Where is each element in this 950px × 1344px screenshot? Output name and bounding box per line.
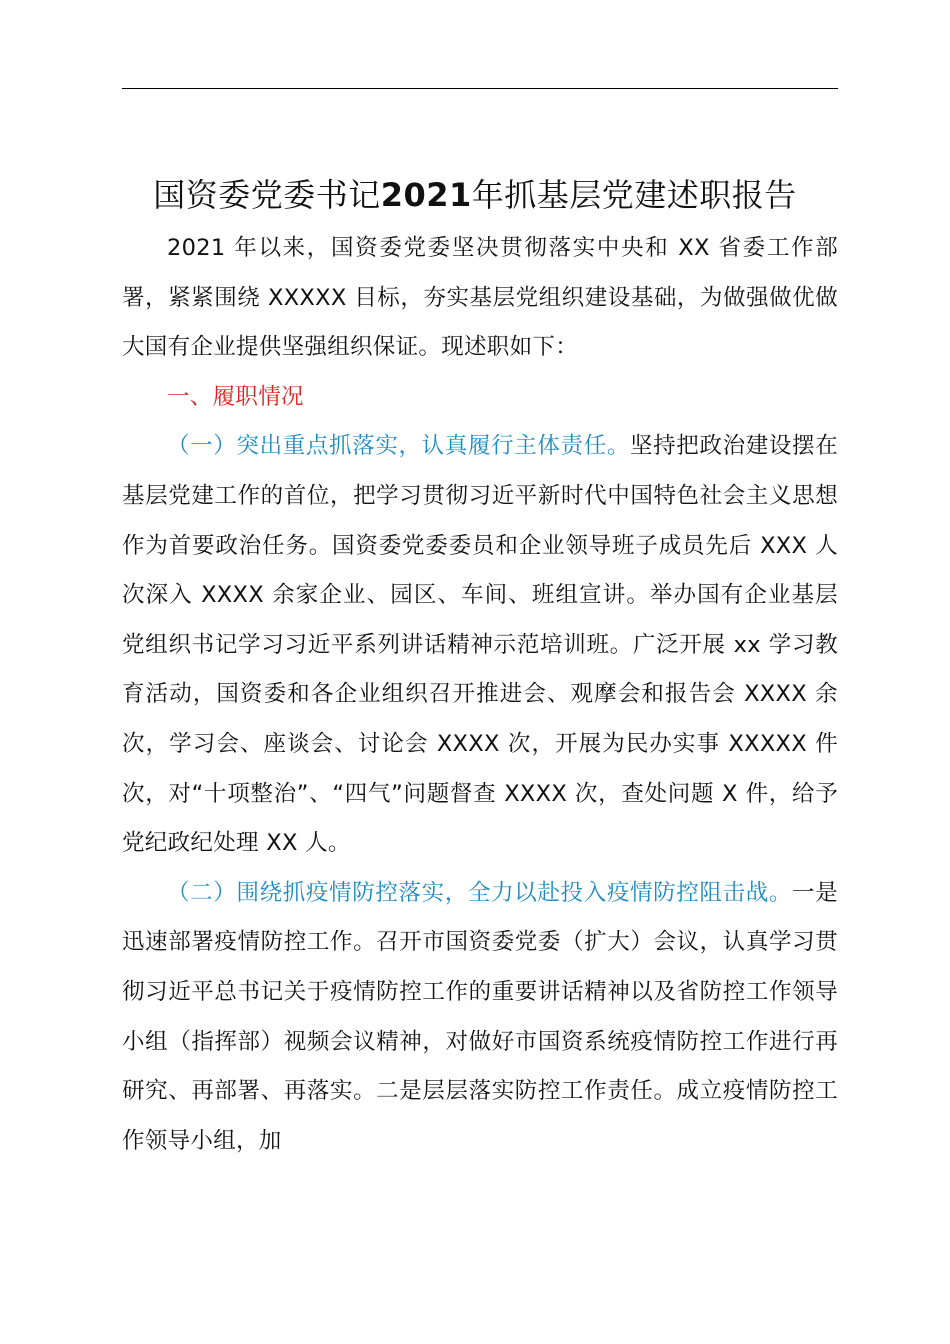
subsection-2-paragraph xyxy=(122,869,838,1167)
subsection-2-heading: （二）围绕抓疫情防控落实，全力以赴投入疫情防控阻击战。 xyxy=(167,879,793,906)
title-suffix: 年抓基层党建述职报告 xyxy=(471,176,797,215)
subsection-1-body: 坚持把政治建设摆在基层党建工作的首位，把学习贯彻习近平新时代中国特色社会主义思想作为首要政治任务。国资委党委委员和企业领导班子成员先后 XXX 人次深入 XXXX 余家企业、园区、车间、班组宣讲。举办国有企业基层党组织书记学习习近平系列讲话精神示范培训班。广泛开展 xx 学习教育活动，国资委和各企业组织召开推进会、观摩会和报告会 XXXX 余次，学习会、座谈会、讨论会 XXXX 次，开展为民办实事 XXXXX 件次，对“十项整治”、“四气”问题督查 XXXX 次，查处问题 X 件，给予党纪政纪处理 XX 人。 xyxy=(122,433,838,857)
title-year: 2021 xyxy=(380,176,472,215)
subsection-1-paragraph xyxy=(122,422,838,868)
document-body xyxy=(122,224,838,1166)
intro-paragraph: 2021 年以来，国资委党委坚决贯彻落实中央和 XX 省委工作部署，紧紧围绕 XXXXX 目标，夯实基层党组织建设基础，为做强做优做大国有企业提供坚强组织保证。现述职如下： xyxy=(122,235,838,361)
subsection-2-body: 一是迅速部署疫情防控工作。召开市国资委党委（扩大）会议，认真学习贯彻习近平总书记关于疫情防控工作的重要讲话精神以及省防控工作领导小组（指挥部）视频会议精神，对做好市国资系统疫情防控工作进行再研究、再部署、再落实。二是层层落实防控工作责任。成立疫情防控工作领导小组，加 xyxy=(122,879,838,1154)
subsection-1-heading: （一）突出重点抓落实，认真履行主体责任。 xyxy=(167,433,630,460)
header-rule xyxy=(122,88,838,89)
page-title xyxy=(0,171,950,219)
title-prefix: 国资委党委书记 xyxy=(153,176,381,215)
section-heading: 一、履职情况 xyxy=(167,383,304,410)
